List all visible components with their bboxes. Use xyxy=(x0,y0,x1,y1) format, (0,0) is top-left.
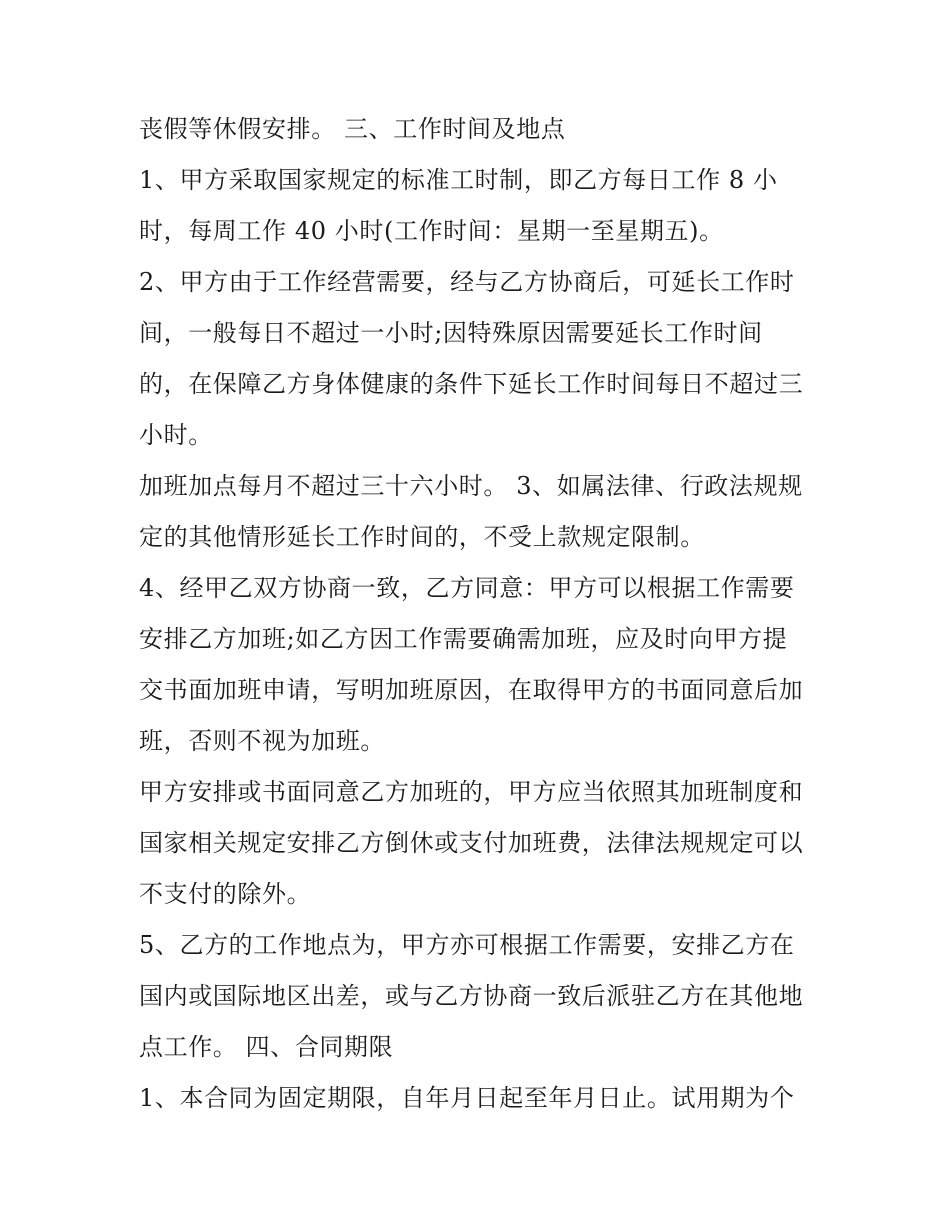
text-line: 2、甲方由于工作经营需要，经与乙方协商后，可延长工作时 xyxy=(139,268,795,296)
text-line: 甲方安排或书面同意乙方加班的，甲方应当依照其加班制度和 xyxy=(139,778,804,806)
text-line: 的，在保障乙方身体健康的条件下延长工作时间每日不超过三 xyxy=(139,370,804,398)
text-line: 1、甲方采取国家规定的标准工时制，即乙方每日工作 8 小 xyxy=(139,166,778,194)
text-line: 5、乙方的工作地点为，甲方亦可根据工作需要，安排乙方在 xyxy=(139,931,795,959)
text-line: 点工作。 四、合同期限 xyxy=(139,1033,394,1061)
text-line: 国内或国际地区出差，或与乙方协商一致后派驻乙方在其他地 xyxy=(139,982,804,1010)
text-line: 加班加点每月不超过三十六小时。 3、如属法律、行政法规规 xyxy=(139,472,803,500)
text-line: 国家相关规定安排乙方倒休或支付加班费，法律法规规定可以 xyxy=(139,829,804,857)
text-line: 不支付的除外。 xyxy=(139,880,312,908)
text-line: 丧假等休假安排。 三、工作时间及地点 xyxy=(139,115,566,143)
text-line: 定的其他情形延长工作时间的，不受上款规定限制。 xyxy=(139,523,705,551)
text-line: 班，否则不视为加班。 xyxy=(139,727,385,755)
text-line: 小时。 xyxy=(139,421,213,449)
text-line: 间，一般每日不超过一小时;因特殊原因需要延长工作时间 xyxy=(139,319,763,347)
text-line: 1、本合同为固定期限，自年月日起至年月日止。试用期为个 xyxy=(139,1084,795,1112)
text-line: 4、经甲乙双方协商一致，乙方同意：甲方可以根据工作需要 xyxy=(139,574,795,602)
text-line: 时，每周工作 40 小时(工作时间：星期一至星期五)。 xyxy=(139,217,724,245)
text-line: 安排乙方加班;如乙方因工作需要确需加班，应及时向甲方提 xyxy=(139,625,788,653)
text-line: 交书面加班申请，写明加班原因，在取得甲方的书面同意后加 xyxy=(139,676,804,704)
